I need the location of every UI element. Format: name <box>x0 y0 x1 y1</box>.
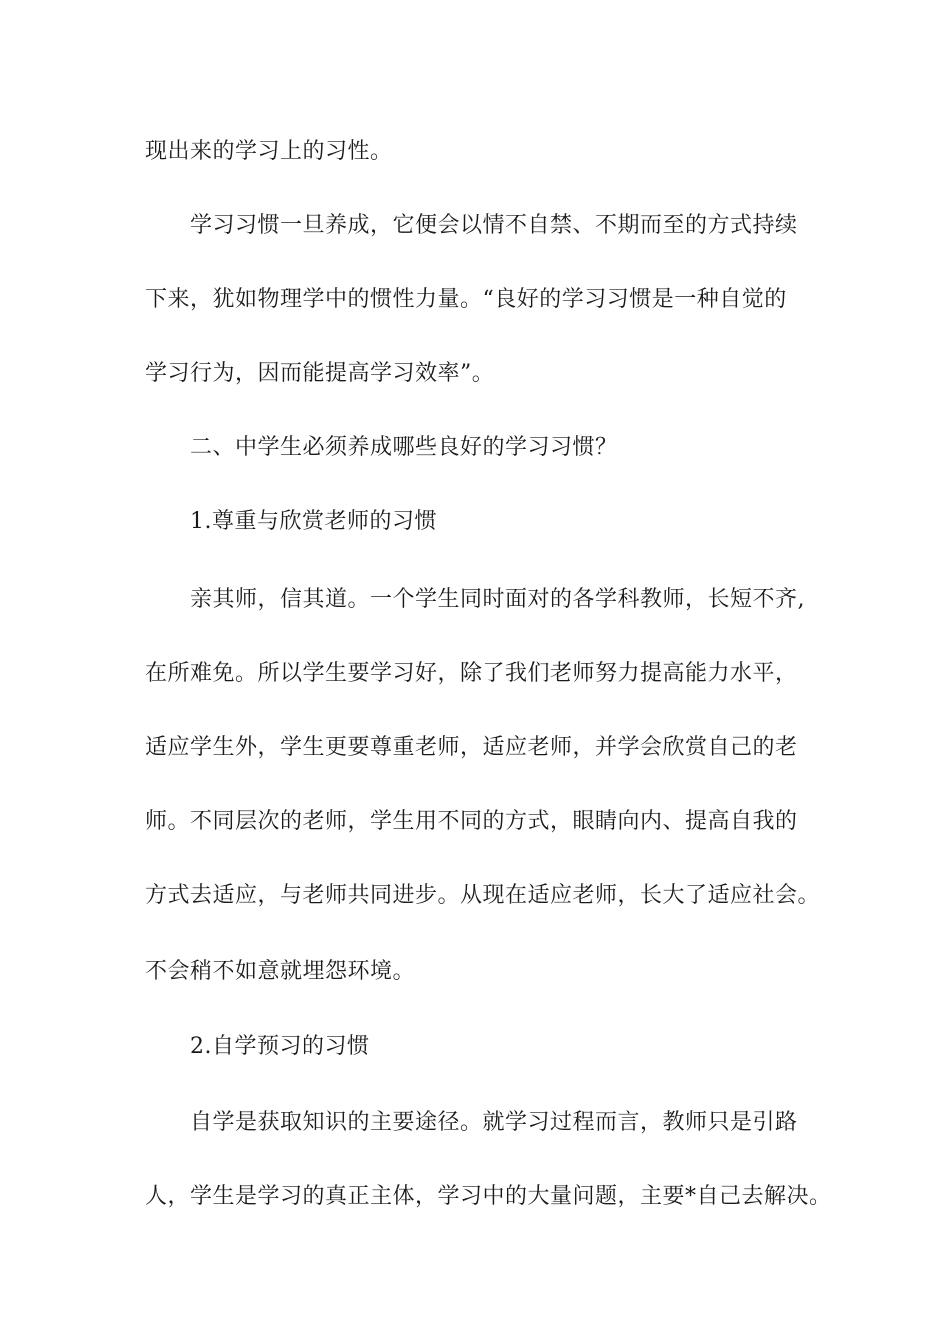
paragraph-line: 亲其师，信其道。一个学生同时面对的各学科教师，长短不齐, <box>190 587 805 612</box>
paragraph-line: 不会稍不如意就埋怨环境。 <box>145 959 416 984</box>
section-heading: 二、中学生必须养成哪些良好的学习习惯？ <box>190 435 618 460</box>
paragraph-line: 方式去适应，与老师共同进步。从现在适应老师，长大了适应社会。 <box>145 883 821 908</box>
subsection-heading: 1.尊重与欣赏老师的习惯 <box>190 509 437 534</box>
paragraph-line: 适应学生外，学生更要尊重老师，适应老师，并学会欣赏自己的老 <box>145 735 798 760</box>
paragraph-line: 人，学生是学习的真正主体，学习中的大量问题，主要*自己去解决。 <box>145 1184 832 1209</box>
paragraph-line: 下来，犹如物理学中的惯性力量。“良好的学习习惯是一种自觉的 <box>145 287 787 312</box>
paragraph-line: 学习习惯一旦养成，它便会以情不自禁、不期而至的方式持续 <box>190 213 798 238</box>
subsection-heading: 2.自学预习的习惯 <box>190 1034 370 1059</box>
paragraph-line: 自学是获取知识的主要途径。就学习过程而言，教师只是引路 <box>190 1110 798 1135</box>
paragraph-line: 学习行为，因而能提高学习效率”。 <box>145 361 495 386</box>
paragraph-line: 在所难免。所以学生要学习好，除了我们老师努力提高能力水平， <box>145 661 798 686</box>
paragraph-line: 现出来的学习上的习性。 <box>145 139 393 164</box>
paragraph-line: 师。不同层次的老师，学生用不同的方式，眼睛向内、提高自我的 <box>145 809 798 834</box>
